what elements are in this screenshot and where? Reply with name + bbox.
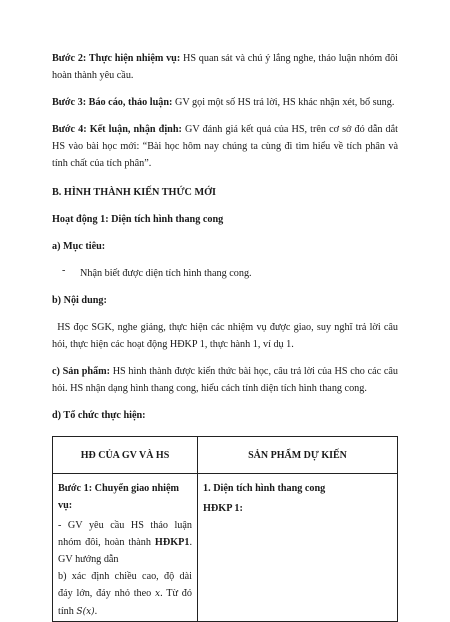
- step2-text: HS quan sát và chú ý lắng nghe, thảo luận nhóm đôi hoàn thành yêu cầu.: [52, 53, 398, 81]
- hdkp1-label: HĐKP 1:: [203, 503, 243, 514]
- variable-x: x: [155, 589, 161, 599]
- step2-label: Bước 2: Thực hiện nhiệm vụ:: [52, 53, 181, 64]
- table-row: [53, 474, 398, 622]
- bullet-dash: -: [62, 265, 66, 276]
- task-line-1: [58, 517, 192, 568]
- task-line-2: [58, 568, 192, 621]
- table-header-expected-product: SẢN PHẨM DỰ KIẾN: [198, 437, 398, 474]
- content-paragraph: [52, 319, 398, 353]
- activity-table: [52, 436, 398, 622]
- table-header-teacher-student: HĐ CỦA GV VÀ HS: [53, 437, 198, 474]
- step4-paragraph: [52, 121, 398, 172]
- product-title: 1. Diện tích hình thang cong: [203, 483, 326, 494]
- step3-label: Bước 3: Báo cáo, thảo luận:: [52, 97, 173, 108]
- activity1-title: Hoạt động 1: Diện tích hình thang cong: [52, 214, 224, 225]
- product-label: c) Sản phẩm:: [52, 366, 111, 377]
- goal-heading: a) Mục tiêu:: [52, 241, 106, 252]
- section-b-heading: B. HÌNH THÀNH KIẾN THỨC MỚI: [52, 187, 216, 198]
- step3-text: GV gọi một số HS trả lời, HS khác nhận xét, bổ sung.: [172, 97, 395, 108]
- task-line-2-prefix: b) xác định chiều cao, độ dài đáy lớn, đáy nhỏ theo: [58, 571, 192, 599]
- table-cell-products: [198, 474, 398, 622]
- org-heading: d) Tổ chức thực hiện:: [52, 410, 146, 421]
- document-content: [52, 50, 398, 622]
- step4-text: GV đánh giá kết quả của HS, trên cơ sở đó dẫn dắt HS vào bài học mới: “Bài học hôm nay chúng ta cùng đi tìm hiểu về tích phân và tính chất của tích phân”.: [52, 124, 398, 169]
- step3-paragraph: [52, 94, 398, 111]
- hdkp1-bold: HĐKP1: [154, 537, 190, 548]
- product-paragraph: [52, 363, 398, 397]
- task-line-1-prefix: - GV yêu cầu HS thảo luận nhóm đôi, hoàn thành: [58, 520, 192, 548]
- table-cell-activities: [53, 474, 198, 622]
- task-line-1-suffix: . GV hướng dẫn: [58, 537, 192, 565]
- table-header-row: [53, 437, 398, 474]
- goal-list-item: [52, 265, 398, 282]
- step4-label: Bước 4: Kết luận, nhận định:: [52, 124, 182, 135]
- expression-sx: S(x): [76, 607, 95, 617]
- product-text: HS hình thành được kiến thức bài học, câu trả lời của HS cho các câu hỏi. HS nhận dạng hình thang cong, hiểu cách tính diện tích hình thang cong.: [52, 366, 398, 394]
- content-text: HS đọc SGK, nghe giảng, thực hiện các nhiệm vụ được giao, suy nghĩ trả lời câu hỏi, thực hiện các hoạt động HĐKP 1, thực hành 1, ví dụ 1.: [52, 322, 399, 350]
- step2-paragraph: [52, 50, 398, 84]
- task-line-2-mid: . Từ đó tính: [58, 588, 192, 617]
- goal-item-text: Nhận biết được diện tích hình thang cong.: [80, 268, 252, 279]
- task-line-2-end: .: [94, 606, 98, 617]
- step1-label: Bước 1: Chuyển giao nhiệm vụ:: [58, 483, 179, 511]
- content-heading: b) Nội dung:: [52, 295, 107, 306]
